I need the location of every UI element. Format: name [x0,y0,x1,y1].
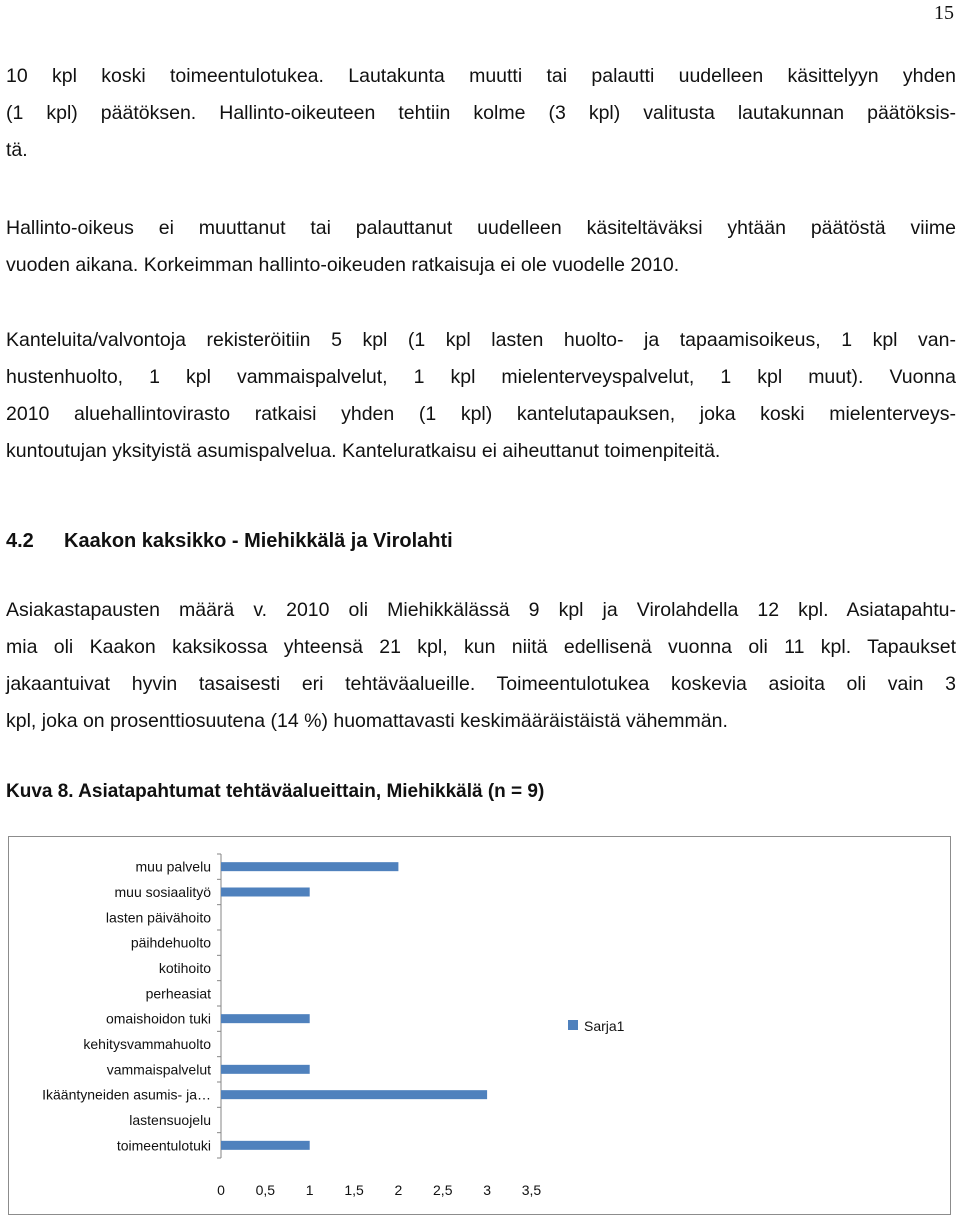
section-number: 4.2 [6,530,34,552]
paragraph-line: 10 kpl koski toimeentulotukea. Lautakunta muutti tai palautti uudelleen käsittelyyn yhden [6,65,956,87]
paragraph-line: hustenhuolto, 1 kpl vammaispalvelut, 1 kpl mielenterveyspalvelut, 1 kpl muut). Vuonna [6,366,956,388]
paragraph-line: mia oli Kaakon kaksikossa yhteensä 21 kpl, kun niitä edellisenä vuonna oli 11 kpl. Tapaukset [6,636,956,658]
paragraph-line: jakaantuivat hyvin tasaisesti eri tehtäväalueille. Toimeentulotukea koskevia asioita oli vain 3 [6,673,956,695]
bar [221,862,398,871]
x-tick-label: 0 [217,1182,225,1198]
x-tick-label: 2,5 [433,1182,453,1198]
bar [221,888,310,897]
bar [221,1141,310,1150]
paragraph-line: (1 kpl) päätöksen. Hallinto-oikeuteen tehtiin kolme (3 kpl) valitusta lautakunnan päätöksis- [6,102,956,124]
category-label: lastensuojelu [129,1112,211,1128]
bar [221,1090,487,1099]
x-tick-label: 1,5 [344,1182,364,1198]
paragraph-line: Asiakastapausten määrä v. 2010 oli Miehikkälässä 9 kpl ja Virolahdella 12 kpl. Asiatapahtu- [6,599,956,621]
category-label: kotihoito [158,960,211,976]
category-label: vammaispalvelut [106,1061,211,1078]
legend-swatch [568,1020,578,1030]
bar [221,1065,310,1074]
section-title: Kaakon kaksikko - Miehikkälä ja Virolahti [64,530,453,552]
category-label: päihdehuolto [130,934,211,951]
paragraph-2 [6,210,956,284]
paragraph-line: tä. [6,139,28,161]
x-tick-label: 3 [483,1182,491,1198]
x-tick-label: 3,5 [521,1182,542,1198]
category-label: Ikääntyneiden asumis- ja… [42,1086,211,1103]
figure-caption: Kuva 8. Asiatapahtumat tehtäväalueittain, Miehikkälä (n = 9) [6,781,545,802]
bar [221,1014,310,1023]
x-tick-label: 0,5 [255,1182,276,1198]
category-label: perheasiat [145,985,211,1002]
paragraph-4 [6,592,956,740]
section-heading [6,526,453,556]
category-label: toimeentulotuki [116,1137,211,1154]
paragraph-line: kuntoutujan yksityistä asumispalvelua. Kanteluratkaisu ei aiheuttanut toimenpiteitä. [6,440,721,462]
page-number: 15 [934,2,954,24]
chart-frame [8,836,951,1215]
paragraph-line: vuoden aikana. Korkeimman hallinto-oikeuden ratkaisuja ei ole vuodelle 2010. [6,254,680,276]
category-label: kehitysvammahuolto [83,1036,211,1052]
legend-label: Sarja1 [584,1018,625,1034]
paragraph-line: Kanteluita/valvontoja rekisteröitiin 5 kpl (1 kpl lasten huolto- ja tapaamisoikeus, 1 kpl van- [6,329,956,351]
paragraph-line: 2010 aluehallintovirasto ratkaisi yhden (1 kpl) kantelutapauksen, joka koski mielenterveys- [6,403,956,425]
paragraph-1 [6,58,956,169]
category-label: muu palvelu [135,858,211,875]
paragraph-3 [6,322,956,470]
x-tick-label: 2 [394,1182,403,1198]
category-label: lasten päivähoito [105,909,211,926]
paragraph-line: Hallinto-oikeus ei muuttanut tai palauttanut uudelleen käsiteltäväksi yhtään päätöstä viime [6,217,956,239]
paragraph-line: kpl, joka on prosenttiosuutena (14 %) huomattavasti keskimääräistäistä vähemmän. [6,710,728,732]
category-label: omaishoidon tuki [105,1010,211,1027]
x-tick-label: 1 [305,1182,314,1198]
bar-chart [9,837,950,1214]
category-label: muu sosiaalityö [114,884,211,900]
